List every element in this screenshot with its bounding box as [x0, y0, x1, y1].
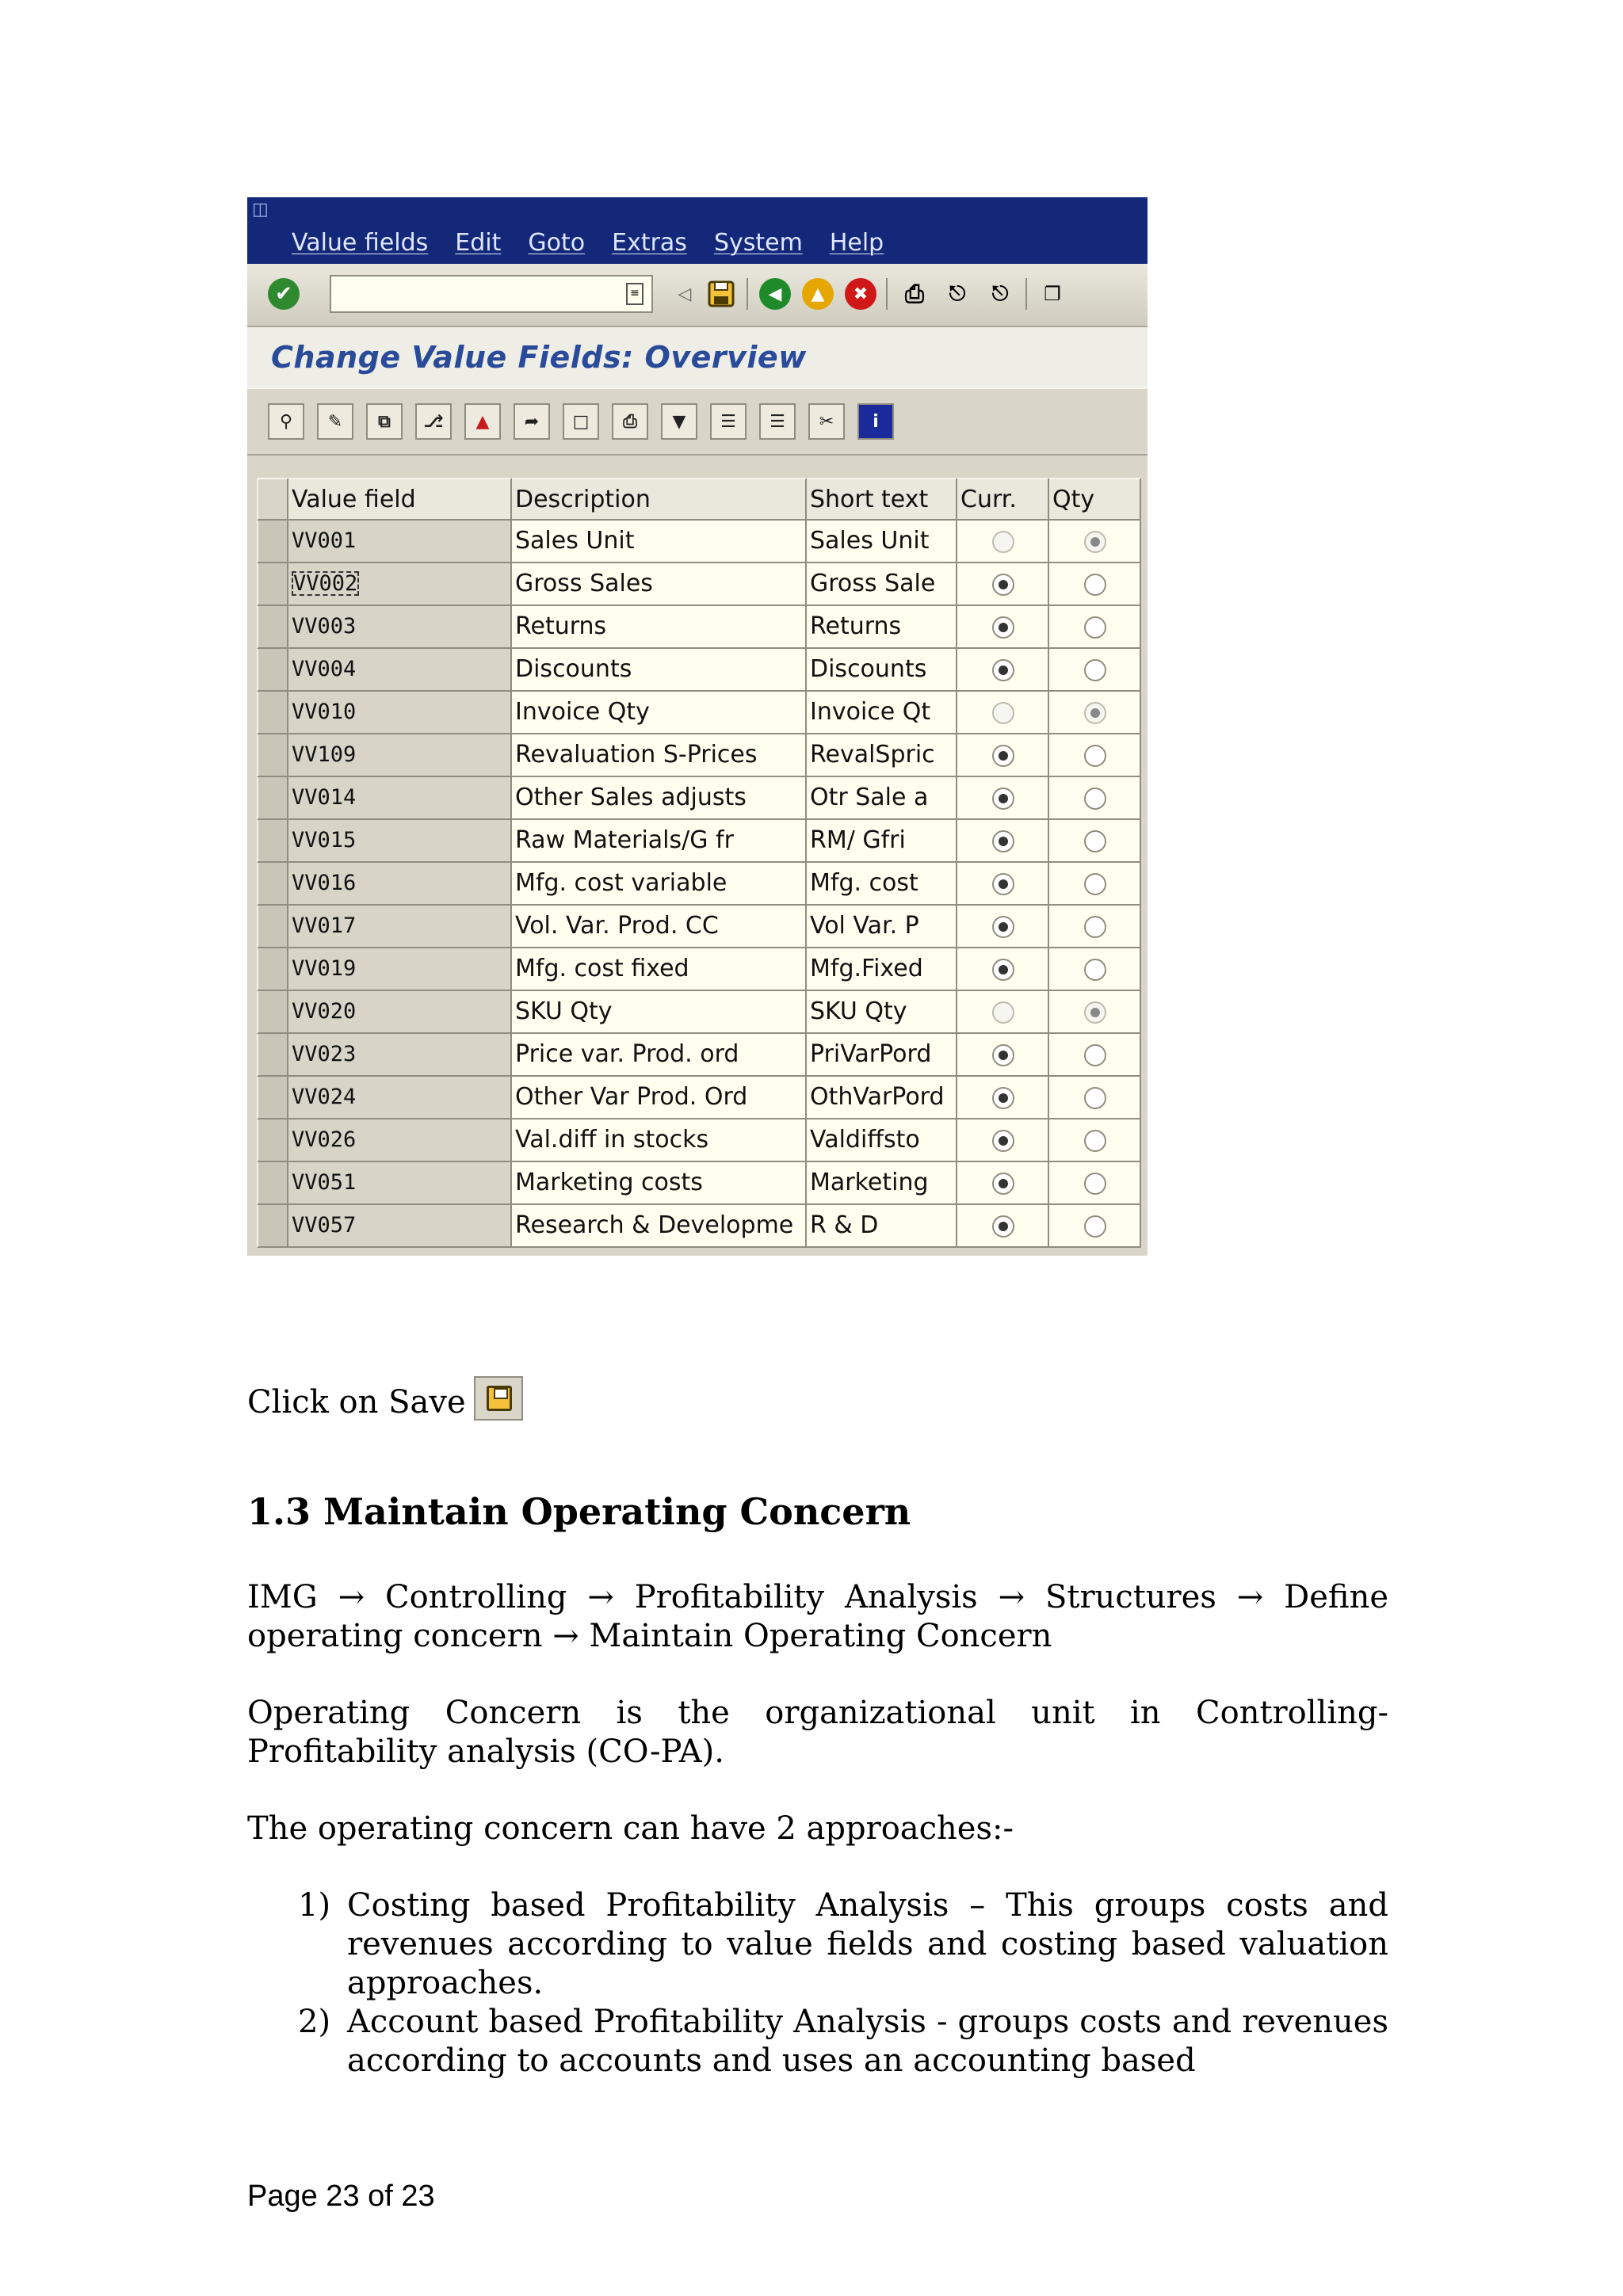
qty-radio[interactable]	[1084, 574, 1106, 596]
row-selector[interactable]	[257, 521, 288, 563]
approaches-list	[247, 1886, 1388, 2081]
qty-radio[interactable]	[1084, 616, 1106, 639]
row-selector[interactable]	[257, 606, 288, 649]
row-selector[interactable]	[257, 1034, 288, 1077]
menu-value-fields[interactable]: Value fields	[292, 229, 429, 257]
table-row	[257, 1119, 1138, 1162]
value-field-text: VV015	[292, 828, 357, 852]
curr-radio[interactable]	[992, 959, 1014, 981]
qty-cell	[1049, 606, 1141, 649]
table-row	[257, 649, 1138, 692]
print-list-icon[interactable]: ⎙	[612, 403, 648, 440]
curr-radio[interactable]	[992, 1173, 1014, 1195]
qty-radio[interactable]	[1084, 659, 1106, 681]
table-row	[257, 1077, 1138, 1119]
qty-cell	[1049, 521, 1141, 563]
table-header	[257, 478, 1138, 521]
qty-cell	[1049, 906, 1141, 948]
list-text: Costing based Profitability Analysis – This groups costs and revenues according to value fields and costing based valuation approaches.	[347, 1887, 1388, 2001]
cut-icon[interactable]: ✂	[808, 403, 845, 440]
header-qty[interactable]: Qty	[1049, 478, 1141, 521]
short-text-cell[interactable]: RevalSpric	[807, 734, 957, 777]
qty-radio[interactable]	[1084, 1087, 1106, 1109]
row-selector[interactable]	[257, 1205, 288, 1248]
value-field-cell	[288, 692, 512, 734]
short-text-cell[interactable]: Otr Sale a	[807, 777, 957, 820]
paragraph-approaches: The operating concern can have 2 approaches:-	[247, 1810, 1014, 1847]
new-entries-icon[interactable]: □	[563, 403, 599, 440]
qty-radio[interactable]	[1084, 1173, 1106, 1195]
description-cell[interactable]: Marketing costs	[512, 1162, 807, 1205]
qty-radio[interactable]	[1084, 1044, 1106, 1066]
value-field-cell	[288, 991, 512, 1034]
qty-cell	[1049, 820, 1141, 863]
table-row	[257, 777, 1138, 820]
qty-cell	[1049, 1077, 1141, 1119]
table-row	[257, 863, 1138, 906]
row-selector[interactable]	[257, 863, 288, 906]
value-field-text: VV003	[292, 614, 357, 639]
table-row	[257, 606, 1138, 649]
menu-help[interactable]: Help	[829, 229, 884, 257]
curr-cell	[957, 1205, 1049, 1248]
table-row	[257, 734, 1138, 777]
curr-cell	[957, 1077, 1049, 1119]
value-field-cell	[288, 649, 512, 692]
description-cell[interactable]: Research & Developme	[512, 1205, 807, 1248]
curr-radio[interactable]	[992, 531, 1014, 553]
first-page-icon[interactable]: ❐	[1044, 283, 1061, 305]
qty-radio[interactable]	[1084, 873, 1106, 895]
table-row	[257, 948, 1138, 991]
enter-check-icon[interactable]: ✔	[268, 278, 300, 310]
transport-icon[interactable]: ➦	[514, 403, 550, 440]
curr-radio[interactable]	[992, 1130, 1014, 1152]
description-cell[interactable]: Revaluation S-Prices	[512, 734, 807, 777]
find-icon[interactable]: ⎋	[949, 281, 966, 306]
value-field-text: VV002	[293, 571, 358, 596]
short-text-cell[interactable]: Returns	[807, 606, 957, 649]
curr-radio[interactable]	[992, 916, 1014, 938]
qty-cell	[1049, 1205, 1141, 1248]
standard-toolbar	[247, 264, 1148, 327]
description-cell[interactable]: Val.diff in stocks	[512, 1119, 807, 1162]
row-selector[interactable]	[257, 906, 288, 948]
curr-radio[interactable]	[992, 788, 1014, 810]
curr-cell	[957, 649, 1049, 692]
row-selector[interactable]	[257, 1077, 288, 1119]
qty-cell	[1049, 1162, 1141, 1205]
value-field-text: VV001	[292, 528, 357, 553]
mark-icon[interactable]: ▲	[464, 403, 501, 440]
qty-radio[interactable]	[1084, 788, 1106, 810]
copy-icon[interactable]: ⧉	[366, 403, 403, 440]
click-save-line	[247, 1376, 1388, 1422]
save-icon[interactable]	[705, 278, 737, 310]
table-row	[257, 1034, 1138, 1077]
table-row	[257, 1205, 1138, 1248]
description-cell[interactable]: Invoice Qty	[512, 692, 807, 734]
value-field-text: VV016	[292, 871, 357, 895]
back-icon[interactable]: ◀	[759, 278, 791, 310]
curr-radio[interactable]	[992, 659, 1014, 681]
curr-cell	[957, 521, 1049, 563]
short-text-cell[interactable]: OthVarPord	[807, 1077, 957, 1119]
qty-radio[interactable]	[1084, 916, 1106, 938]
table-row	[257, 906, 1138, 948]
curr-radio[interactable]	[992, 1087, 1014, 1109]
qty-cell	[1049, 1034, 1141, 1077]
description-cell[interactable]: Raw Materials/G fr	[512, 820, 807, 863]
qty-cell	[1049, 649, 1141, 692]
curr-cell	[957, 906, 1049, 948]
title-bar	[247, 327, 1148, 387]
qty-cell	[1049, 734, 1141, 777]
qty-cell	[1049, 948, 1141, 991]
curr-radio[interactable]	[992, 616, 1014, 639]
short-text-cell[interactable]: Vol Var. P	[807, 906, 957, 948]
menu-system[interactable]: System	[713, 229, 803, 257]
curr-cell	[957, 991, 1049, 1034]
curr-cell	[957, 820, 1049, 863]
qty-cell	[1049, 863, 1141, 906]
description-cell[interactable]: Sales Unit	[512, 521, 807, 563]
curr-cell	[957, 863, 1049, 906]
short-text-cell[interactable]: PriVarPord	[807, 1034, 957, 1077]
curr-cell	[957, 777, 1049, 820]
menu-goto[interactable]: Goto	[528, 229, 586, 257]
application-toolbar	[247, 387, 1148, 456]
value-field-cell	[288, 1162, 512, 1205]
value-field-text: VV023	[292, 1042, 357, 1066]
curr-cell	[957, 606, 1049, 649]
menu-extras[interactable]: Extras	[612, 229, 687, 257]
value-field-cell	[288, 948, 512, 991]
exit-icon[interactable]: ▲	[802, 278, 834, 310]
list-item	[247, 2003, 1388, 2081]
value-field-cell	[288, 820, 512, 863]
qty-radio[interactable]	[1084, 702, 1106, 724]
table-row	[257, 692, 1138, 734]
value-field-cell	[288, 606, 512, 649]
table-row	[257, 1162, 1138, 1205]
short-text-cell[interactable]: Sales Unit	[807, 521, 957, 563]
row-selector[interactable]	[257, 563, 288, 606]
qty-radio[interactable]	[1084, 1215, 1106, 1238]
qty-radio[interactable]	[1084, 830, 1106, 852]
value-field-text: VV051	[292, 1170, 357, 1195]
qty-radio[interactable]	[1084, 745, 1106, 767]
value-field-cell	[288, 777, 512, 820]
row-selector[interactable]	[257, 692, 288, 734]
qty-radio[interactable]	[1084, 531, 1106, 553]
row-selector[interactable]	[257, 820, 288, 863]
description-cell[interactable]: Gross Sales	[512, 563, 807, 606]
select-all-cell[interactable]	[257, 478, 288, 521]
filter-icon[interactable]: ▼	[661, 403, 697, 440]
print-icon[interactable]: ⎙	[905, 280, 924, 308]
row-selector[interactable]	[257, 734, 288, 777]
table-row	[257, 991, 1138, 1034]
save-icon	[474, 1376, 523, 1421]
info-icon[interactable]: i	[857, 403, 894, 440]
row-selector[interactable]	[257, 1162, 288, 1205]
short-text-cell[interactable]: R & D	[807, 1205, 957, 1248]
description-cell[interactable]: SKU Qty	[512, 991, 807, 1034]
paragraph-definition: Operating Concern is the organizational unit in Controlling-Profitability analysis (CO-PA).	[247, 1695, 1388, 1770]
section-heading: 1.3 Maintain Operating Concern	[247, 1490, 911, 1533]
row-selector[interactable]	[257, 948, 288, 991]
command-history-icon[interactable]: ≡	[626, 283, 643, 305]
curr-radio[interactable]	[992, 1044, 1014, 1066]
short-text-cell[interactable]: Mfg.Fixed	[807, 948, 957, 991]
find-next-icon[interactable]: ⎋	[991, 281, 1009, 306]
value-field-text: VV020	[292, 999, 357, 1024]
description-cell[interactable]: Returns	[512, 606, 807, 649]
qty-cell	[1049, 777, 1141, 820]
menu-bar	[247, 197, 1148, 264]
qty-cell	[1049, 692, 1141, 734]
header-description[interactable]: Description	[512, 478, 807, 521]
value-field-text: VV010	[292, 700, 357, 724]
value-field-text: VV026	[292, 1127, 357, 1152]
description-cell[interactable]: Price var. Prod. ord	[512, 1034, 807, 1077]
curr-cell	[957, 948, 1049, 991]
value-field-text: VV019	[292, 956, 357, 981]
hierarchy-icon[interactable]: ⎇	[415, 403, 452, 440]
short-text-cell[interactable]: RM/ Gfri	[807, 820, 957, 863]
qty-cell	[1049, 991, 1141, 1034]
description-cell[interactable]: Mfg. cost fixed	[512, 948, 807, 991]
table-row	[257, 521, 1138, 563]
row-selector[interactable]	[257, 777, 288, 820]
header-curr[interactable]: Curr.	[957, 478, 1049, 521]
qty-radio[interactable]	[1084, 1001, 1106, 1024]
description-cell[interactable]: Vol. Var. Prod. CC	[512, 906, 807, 948]
curr-cell	[957, 563, 1049, 606]
curr-radio[interactable]	[992, 574, 1014, 596]
menu-path: IMG → Controlling → Profitability Analysis → Structures → Define operating concern → Maintain Operating Concern	[247, 1579, 1388, 1654]
menu-edit[interactable]: Edit	[455, 229, 502, 257]
click-save-text: Click on Save	[247, 1384, 466, 1421]
value-field-cell	[288, 863, 512, 906]
qty-cell	[1049, 563, 1141, 606]
curr-cell	[957, 734, 1049, 777]
qty-cell	[1049, 1119, 1141, 1162]
qty-radio[interactable]	[1084, 1130, 1106, 1152]
short-text-cell[interactable]: SKU Qty	[807, 991, 957, 1034]
description-cell[interactable]: Mfg. cost variable	[512, 863, 807, 906]
short-text-cell[interactable]: Invoice Qt	[807, 692, 957, 734]
curr-cell	[957, 1162, 1049, 1205]
list-item	[247, 1886, 1388, 2003]
table-row	[257, 563, 1138, 606]
collapse-arrow-icon[interactable]: ◁	[678, 284, 692, 304]
short-text-cell[interactable]: Mfg. cost	[807, 863, 957, 906]
value-field-text: VV004	[292, 657, 357, 681]
command-field[interactable]	[330, 275, 653, 313]
details-icon[interactable]: ☰	[710, 403, 747, 440]
short-text-cell[interactable]: Gross Sale	[807, 563, 957, 606]
description-cell[interactable]: Other Var Prod. Ord	[512, 1077, 807, 1119]
sap-screenshot	[247, 197, 1148, 1256]
export-icon[interactable]: ☰	[759, 403, 796, 440]
curr-radio[interactable]	[992, 1215, 1014, 1238]
value-field-text: VV024	[292, 1085, 357, 1109]
value-field-text: VV014	[292, 785, 357, 810]
curr-radio[interactable]	[992, 702, 1014, 724]
value-field-text: VV109	[292, 742, 357, 767]
curr-radio[interactable]	[992, 745, 1014, 767]
curr-radio[interactable]	[992, 1001, 1014, 1024]
header-value-field[interactable]: Value field	[288, 478, 512, 521]
short-text-cell[interactable]: Valdiffsto	[807, 1119, 957, 1162]
value-field-cell	[288, 734, 512, 777]
value-field-cell	[288, 1077, 512, 1119]
header-short-text[interactable]: Short text	[807, 478, 957, 521]
value-field-text: VV057	[292, 1213, 357, 1238]
value-field-cell	[288, 906, 512, 948]
curr-radio[interactable]	[992, 873, 1014, 895]
page-footer: Page 23 of 23	[247, 2180, 435, 2213]
short-text-cell[interactable]: Marketing	[807, 1162, 957, 1205]
description-cell[interactable]: Other Sales adjusts	[512, 777, 807, 820]
list-text: Account based Profitability Analysis - groups costs and revenues according to accounts and uses an accounting based	[347, 2004, 1388, 2079]
value-field-text: VV017	[292, 913, 357, 938]
table-row	[257, 820, 1138, 863]
row-selector[interactable]	[257, 991, 288, 1034]
system-menu-icon[interactable]: ◫	[252, 200, 269, 219]
screen-title: Change Value Fields: Overview	[271, 340, 807, 375]
row-selector[interactable]	[257, 1119, 288, 1162]
curr-cell	[957, 692, 1049, 734]
value-field-cell	[288, 521, 512, 563]
display-change-icon[interactable]: ⚲	[268, 403, 304, 440]
list-number: 1)	[298, 1887, 331, 1924]
qty-radio[interactable]	[1084, 959, 1106, 981]
value-field-cell	[288, 1119, 512, 1162]
row-selector[interactable]	[257, 649, 288, 692]
value-field-cell	[288, 1205, 512, 1248]
value-field-cell	[288, 563, 512, 606]
edit-pencil-icon[interactable]: ✎	[317, 403, 353, 440]
list-number: 2)	[298, 2004, 331, 2040]
short-text-cell[interactable]: Discounts	[807, 649, 957, 692]
cancel-icon[interactable]: ✖	[845, 278, 876, 310]
curr-cell	[957, 1034, 1049, 1077]
curr-radio[interactable]	[992, 830, 1014, 852]
curr-cell	[957, 1119, 1049, 1162]
description-cell[interactable]: Discounts	[512, 649, 807, 692]
value-field-cell	[288, 1034, 512, 1077]
